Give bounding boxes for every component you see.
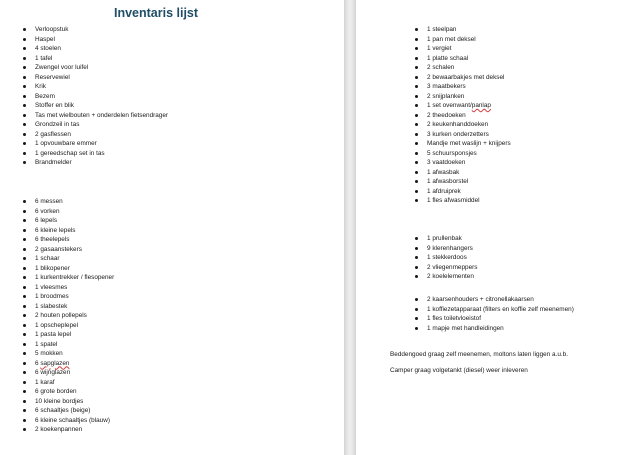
page-gutter: [344, 0, 356, 455]
spellcheck-word: panlap: [471, 102, 491, 109]
spellcheck-word: sapglazen: [40, 359, 70, 367]
kitchen-inventory-list-continued: [414, 25, 511, 206]
list-item: 6 lepels: [22, 216, 114, 226]
list-item: Bezem: [22, 92, 168, 102]
list-item: 1 afwasbak: [414, 168, 511, 178]
list-item: 1 mapje met handleidingen: [414, 324, 574, 334]
camping-inventory-list: [22, 25, 168, 168]
list-item: Mandje met waslijn + knijpers: [414, 139, 511, 149]
household-inventory-list: [414, 234, 477, 282]
document-title: Inventaris lijst: [113, 6, 199, 20]
list-item: 2 theedoeken: [414, 111, 511, 121]
list-item: Verloopstuk: [22, 25, 168, 35]
extras-inventory-list: [414, 295, 574, 333]
list-item: Brandmelder: [22, 158, 168, 168]
note-fuel: Camper graag volgetankt (diesel) weer inleveren: [390, 367, 528, 374]
list-item: 2 snijplanken: [414, 92, 511, 102]
note-bedding: Beddengoed graag zelf meenemen, moltons laten liggen a.u.b.: [390, 351, 568, 358]
list-item: Haspel: [22, 35, 168, 45]
list-item: 2 koekenpannen: [22, 425, 114, 435]
list-item: 1 vleesmes: [22, 283, 114, 293]
list-item: Tas met wielbouten + onderdelen fietsendrager: [22, 111, 168, 121]
list-item: 1 opscheplepel: [22, 321, 114, 331]
list-item: 1 pan met deksel: [414, 35, 511, 45]
list-item: 1 set ovenwant/panlap: [414, 101, 511, 111]
list-item: 1 fles toiletvloeistof: [414, 314, 574, 324]
list-item: Grondzeil in tas: [22, 120, 168, 130]
list-item: 2 koelelementen: [414, 272, 477, 282]
list-item: 1 afwasborstel: [414, 177, 511, 187]
list-item: 1 kurkentrekker / flesopener: [22, 273, 114, 283]
list-item: 2 houten pollepels: [22, 311, 114, 321]
list-item: Stoffer en blik: [22, 101, 168, 111]
list-item: 1 vergiet: [414, 44, 511, 54]
list-item: 6 grote borden: [22, 387, 114, 397]
list-item: 2 gasflessen: [22, 130, 168, 140]
list-item: 2 bewaarbakjes met deksel: [414, 73, 511, 83]
list-item: 6 kleine lepels: [22, 226, 114, 236]
list-item: 1 koffiezetapparaat (filters en koffie zelf meenemen): [414, 305, 574, 315]
list-item: 6 messen: [22, 197, 114, 207]
list-item: 5 schuursponsjes: [414, 149, 511, 159]
list-item: 3 kurken onderzetters: [414, 130, 511, 140]
list-item: 3 vaatdoeken: [414, 158, 511, 168]
list-item: Zwengel voor luifel: [22, 63, 168, 73]
list-item: 2 schalen: [414, 63, 511, 73]
list-item: 1 blikopener: [22, 264, 114, 274]
list-item: 6 kleine schaaltjes (blauw): [22, 416, 114, 426]
list-item: 1 gereedschap set in tas: [22, 149, 168, 159]
list-item: 2 kaarsenhouders + citronellakaarsen: [414, 295, 574, 305]
list-item: 10 kleine bordjes: [22, 397, 114, 407]
list-item: Reservewiel: [22, 73, 168, 83]
list-item: 1 spatel: [22, 340, 114, 350]
list-item: 2 vliegenmeppers: [414, 263, 477, 273]
list-item: 6 theelepels: [22, 235, 114, 245]
list-item: 1 fles afwasmiddel: [414, 196, 511, 206]
list-item: 3 maatbekers: [414, 82, 511, 92]
list-item: 6 schaaltjes (beige): [22, 406, 114, 416]
list-item: 1 steelpan: [414, 25, 511, 35]
list-item: 1 prullenbak: [414, 234, 477, 244]
list-item: 9 klerenhangers: [414, 244, 477, 254]
list-item: 1 karaf: [22, 378, 114, 388]
list-item: 1 stekkerdoos: [414, 253, 477, 263]
kitchen-inventory-list: [22, 197, 114, 435]
list-item: 1 slabestek: [22, 302, 114, 312]
list-item: 1 afdruiprek: [414, 187, 511, 197]
list-item: 5 mokken: [22, 349, 114, 359]
page-right: [356, 0, 640, 455]
list-item: 1 opvouwbare emmer: [22, 139, 168, 149]
list-item: 4 stoelen: [22, 44, 168, 54]
list-item: 1 broodmes: [22, 292, 114, 302]
list-item: 1 pasta lepel: [22, 330, 114, 340]
list-item: 1 tafel: [22, 54, 168, 64]
list-item: 1 schaar: [22, 254, 114, 264]
list-item: 2 keukenhanddoeken: [414, 120, 511, 130]
list-item: 2 gasaanstekers: [22, 245, 114, 255]
list-item: 1 platte schaal: [414, 54, 511, 64]
list-item: 6 vorken: [22, 207, 114, 217]
list-item: 6 sapglazen: [22, 359, 114, 369]
list-item: 6 wijnglazen: [22, 368, 114, 378]
list-item: Krik: [22, 82, 168, 92]
